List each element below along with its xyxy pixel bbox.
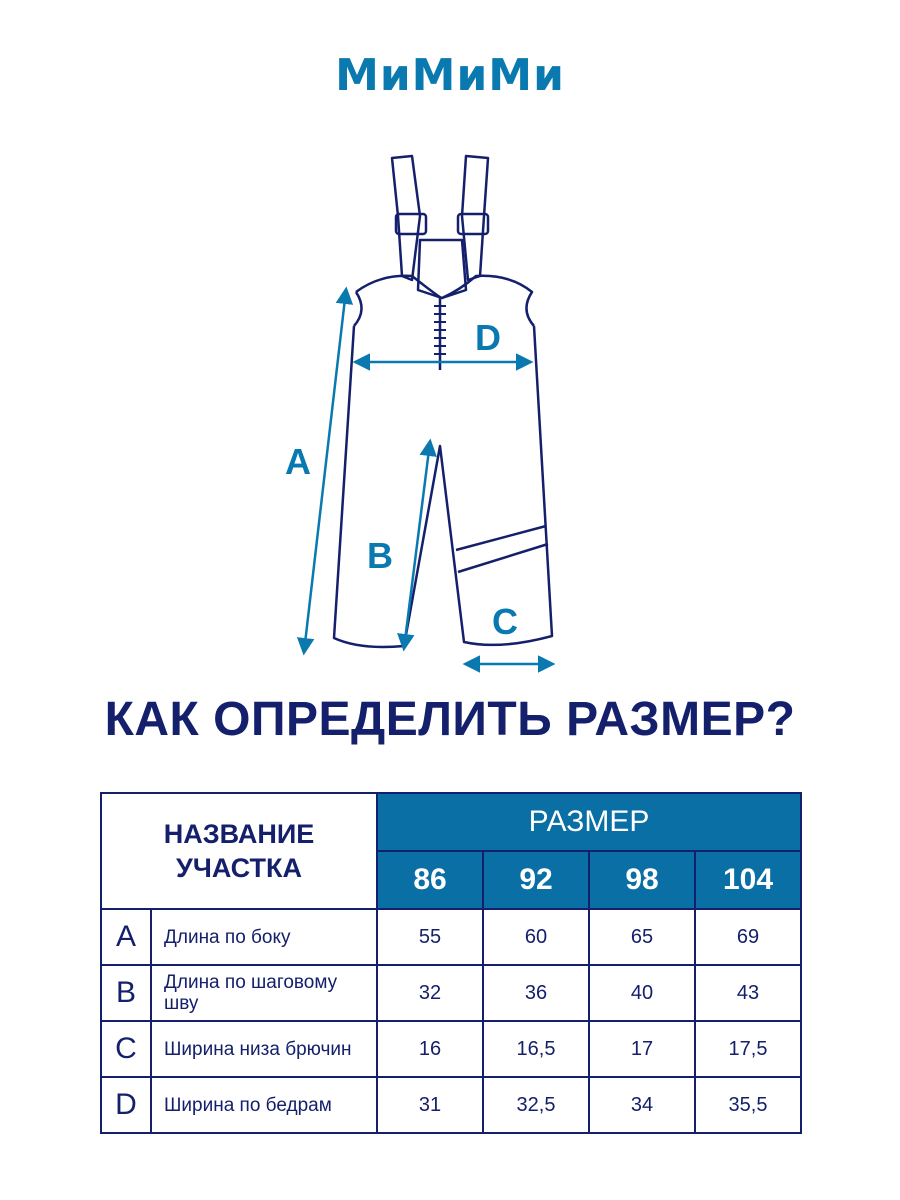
size-column-header: РАЗМЕР xyxy=(377,793,801,851)
row-letter: B xyxy=(101,965,151,1021)
table-row xyxy=(101,909,801,965)
row-name: Ширина по бедрам xyxy=(151,1077,377,1133)
row-letter: A xyxy=(101,909,151,965)
row-value: 16,5 xyxy=(483,1021,589,1077)
row-name: Длина по боку xyxy=(151,909,377,965)
row-value: 43 xyxy=(695,965,801,1021)
size-table xyxy=(100,792,802,1134)
label-b: B xyxy=(367,535,393,576)
row-value: 32,5 xyxy=(483,1077,589,1133)
size-86: 86 xyxy=(377,851,483,909)
size-104: 104 xyxy=(695,851,801,909)
table-row xyxy=(101,1077,801,1133)
row-value: 60 xyxy=(483,909,589,965)
label-c: C xyxy=(492,601,518,642)
row-letter: C xyxy=(101,1021,151,1077)
label-d: D xyxy=(475,317,501,358)
page-title: КАК ОПРЕДЕЛИТЬ РАЗМЕР? xyxy=(104,693,796,746)
row-name: Ширина низа брючин xyxy=(151,1021,377,1077)
row-value: 69 xyxy=(695,909,801,965)
name-column-header: НАЗВАНИЕ УЧАСТКА xyxy=(101,793,377,909)
row-value: 36 xyxy=(483,965,589,1021)
brand-logo: МиМиМи xyxy=(335,50,565,101)
table-row xyxy=(101,965,801,1021)
overalls-diagram xyxy=(0,140,900,680)
row-value: 35,5 xyxy=(695,1077,801,1133)
row-value: 32 xyxy=(377,965,483,1021)
row-value: 31 xyxy=(377,1077,483,1133)
row-letter: D xyxy=(101,1077,151,1133)
size-98: 98 xyxy=(589,851,695,909)
label-a: A xyxy=(285,441,311,482)
row-name: Длина по шаговому шву xyxy=(151,965,377,1021)
row-value: 65 xyxy=(589,909,695,965)
table-row xyxy=(101,1021,801,1077)
size-92: 92 xyxy=(483,851,589,909)
row-value: 17,5 xyxy=(695,1021,801,1077)
row-value: 40 xyxy=(589,965,695,1021)
arrow-b xyxy=(404,442,430,648)
row-value: 16 xyxy=(377,1021,483,1077)
row-value: 55 xyxy=(377,909,483,965)
row-value: 17 xyxy=(589,1021,695,1077)
row-value: 34 xyxy=(589,1077,695,1133)
